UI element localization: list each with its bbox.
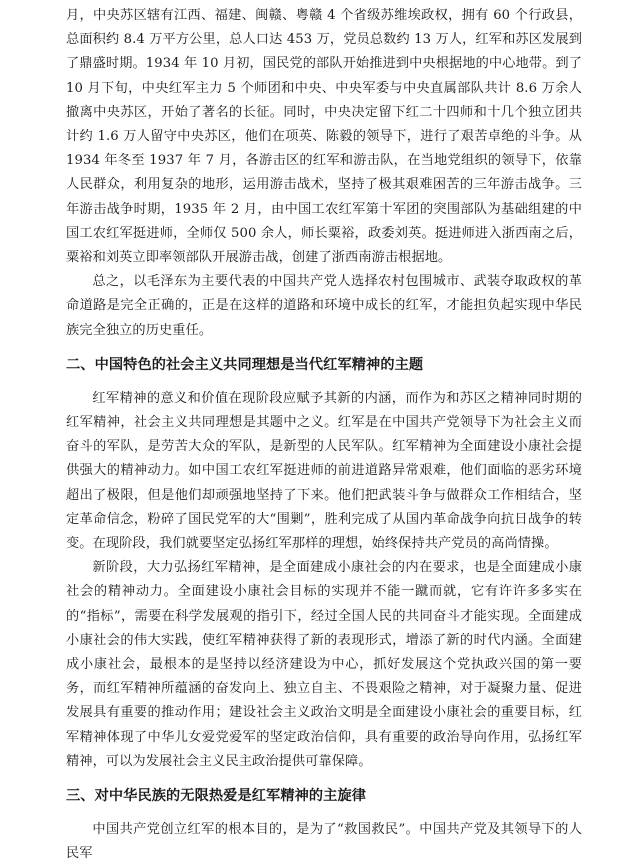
section-heading: 三、对中华民族的无限热爱是红军精神的主旋律	[66, 788, 367, 805]
body-paragraph: 中国共产党创立红军的根本目的，是为了“救国救民”。中国共产党及其领导下的人民军	[66, 822, 582, 862]
document-page	[66, 4, 582, 867]
body-paragraph: 新阶段，大力弘扬红军精神，是全面建成小康社会的内在要求，也是全面建成小康社会的精神动力。全面建设小康社会目标的实现并不能一蹴而就，它有许许多多实在的“指标”，需要在科学发展观的指引下，经过全国人民的共同奋斗才能实现。全面建成小康社会的伟大实践，使红军精神获得了新的表现形式，增添了新的时代内涵。全面建成小康社会，最根本的是坚持以经济建设为中心，抓好发展这个党执政兴国的第一要务，而红军精神所蕴涵的奋发向上、独立自主、不畏艰险之精神，对于凝聚力量、促进发展具有重要的推动作用；建设社会主义政治文明是全面建设小康社会的重要目标，红军精神体现了中华儿女爱党爱军的坚定政治信仰，具有重要的政治导向作用，弘扬红军精神，可以为发展社会主义民主政治提供可靠保障。	[66, 560, 582, 769]
body-paragraph: 月，中央苏区辖有江西、福建、闽赣、粤赣 4 个省级苏维埃政权，拥有 60 个行政县，总面积约 8.4 万平方公里，总人口达 453 万，党员总数约 13 万人，红军和苏区发展到了鼎盛时期。1934 年 10 月初，国民党的部队开始推进到中央根据地的中心地带。到了 10 月下旬，中央红军主力 5 个师团和中央、中央军委与中央直属部队共计 8.6 万余人撤离中央苏区，开始了著名的长征。同时，中央决定留下红二十四师和十几个独立团共计约 1.6 万人留守中央苏区，他们在项英、陈毅的领导下，进行了艰苦卓绝的斗争。从 1934 年冬至 1937 年 7 月，各游击区的红军和游击队，在当地党组织的领导下，依靠人民群众，利用复杂的地形，运用游击战术，坚持了极其艰难困苦的三年游击战争。三年游击战争时期，1935 年 2 月，由中国工农红军第十军团的突围部队为基础组建的中国工农红军挺进师，全师仅 500 余人，师长粟裕，政委刘英。挺进师进入浙西南之后，粟裕和刘英立即率领部队开展游击战，创建了浙西南游击根据地。	[66, 8, 582, 266]
body-paragraph: 总之，以毛泽东为主要代表的中国共产党人选择农村包围城市、武装夺取政权的革命道路是完全正确的，正是在这样的道路和环境中成长的红军，才能担负起实现中华民族完全独立的历史重任。	[66, 274, 582, 338]
body-paragraph: 红军精神的意义和价值在现阶段应赋予其新的内涵，而作为和苏区之精神同时期的红军精神，社会主义共同理想是其题中之义。红军是在中国共产党领导下为社会主义而奋斗的军队，是劳苦大众的军队，是新型的人民军队。红军精神为全面建设小康社会提供强大的精神动力。如中国工农红军挺进师的前进道路异常艰难，他们面临的恶劣环境超出了极限，但是他们却顽强地坚持了下来。他们把武装斗争与做群众工作相结合，坚定革命信念，粉碎了国民党军的大“围剿”，胜利完成了从国内革命战争向抗日战争的转变。在现阶段，我们就要坚定弘扬红军那样的理想，始终保持共产党员的高尚情操。	[66, 390, 582, 552]
section-heading: 二、中国特色的社会主义共同理想是当代红军精神的主题	[66, 356, 424, 373]
